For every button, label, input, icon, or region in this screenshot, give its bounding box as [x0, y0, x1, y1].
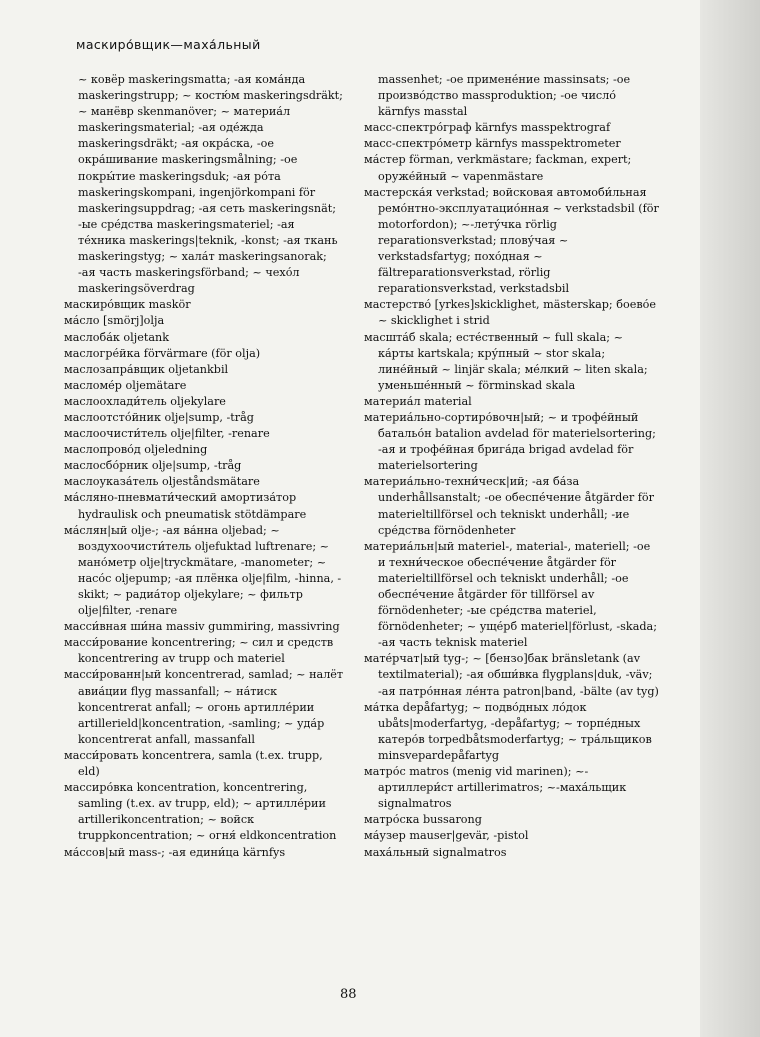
dictionary-entry: масломе́р oljemätare: [64, 378, 187, 392]
dictionary-entry: масси́ровать koncentrera, samla (t.ex. trupp, eld): [64, 748, 323, 779]
dictionary-entry: матро́с matros (menig vid marinen); ~-артиллери́ст artillerimatros; ~-маха́льщик signalmatros: [364, 765, 627, 811]
dictionary-entry: материа́льн|ый materiel-, material-, materiell; -ое и техни́ческое обеспе́чение åtgärder för materieltillförsel och tekniskt underhåll; -ое обеспе́чение åtgärder för tillförsel av förnödenheter; -ые сре́дства materiel, förnödenheter; ~ уще́рб materiel|förlust, -skada; -ая часть teknisk materiel: [364, 539, 657, 650]
page-number: 88: [340, 987, 357, 1002]
right-column: [364, 72, 660, 861]
dictionary-entry: ма́ссов|ый mass-; -ая едини́ца kärnfys: [64, 845, 286, 859]
dictionary-entry: масси́рование koncentrering; ~ сил и средств koncentrering av trupp och materiel: [64, 636, 334, 666]
dictionary-entry: материа́льно-техни́ческ|ий; -ая ба́за underhållsanstalt; -ое обеспе́чение åtgärder för materieltillförsel och tekniskt underhåll; -ие сре́дства förnödenheter: [364, 475, 654, 537]
dictionary-entry: масс-спектро́граф kärnfys masspektrograf: [364, 121, 611, 135]
dictionary-entry: матро́ска bussarong: [364, 813, 482, 827]
dictionary-entry: мастерска́я verkstad; войсковая автомоби́льная ремо́нтно-эксплуатацио́нная ~ verkstadsbil (för motorfordon); ~-лету́чка rörlig reparationsverkstad; плову́чая ~ verkstadsfartyg; похо́дная ~ fältreparationsverkstad, rörlig reparationsverkstad, verkstadsbil: [364, 185, 659, 296]
dictionary-entry: маслозапра́вщик oljetankbil: [64, 362, 229, 376]
dictionary-entry: масси́вная ши́на massiv gummiring, massivring: [64, 620, 340, 634]
running-head: маскиро́вщик—маха́льный: [76, 37, 261, 52]
dictionary-entry: масси́рованн|ый koncentrerad, samlad; ~ налёт авиа́ции flyg massanfall; ~ на́тиск koncentrerat anfall; ~ огонь артилле́рии artillerield|koncentration, -samling; ~ уда́р koncentrerat anfall, massanfall: [64, 668, 344, 746]
dictionary-entry: ~ ковёр maskeringsmatta; -ая кома́нда maskeringstrupp; ~ костю́м maskeringsdräkt; ~ манёвр skenmanöver; ~ материа́л maskeringsmaterial; -ая оде́жда maskeringsdräkt; -ая окра́ска, -ое окра́шивание maskeringsmålning; -ое покры́тие maskeringsduk; -ая ро́та maskeringskompani, ingenjörkompani för maskeringsuppdrag; -ая сеть maskeringsnät; -ые сре́дства maskeringsmateriel; -ая те́хника maskerings|teknik, -konst; -ая ткань maskeringstyg; ~ хала́т maskeringsanorak; -ая часть maskeringsförband; ~ чехо́л maskeringsöverdrag: [78, 73, 343, 296]
dictionary-entry: мастерство́ [yrkes]skicklighet, mästerskap; боево́е ~ skicklighet i strid: [364, 298, 656, 328]
dictionary-entry: ма́узер mauser|gevär, -pistol: [364, 829, 529, 843]
dictionary-entry: маслоохлади́тель oljekylare: [64, 394, 226, 408]
dictionary-entry: massenhet; -ое примене́ние massinsats; -ое произво́дство massproduktion; -ое число́ kärnfys masstal: [378, 73, 631, 119]
dictionary-entry: ма́стер förman, verkmästare; fackman, expert; оруже́йный ~ vapenmästare: [364, 153, 632, 183]
dictionary-entry: масс-спектро́метр kärnfys masspektrometer: [364, 137, 621, 151]
book-gutter: [700, 0, 760, 1037]
dictionary-entry: маслопрово́д oljeledning: [64, 443, 208, 457]
dictionary-entry: масшта́б skala; есте́ственный ~ full skala; ~ ка́рты kartskala; кру́пный ~ stor skala; лине́йный ~ linjär skala; ме́лкий ~ liten skala; уменьше́нный ~ förminskad skala: [364, 330, 648, 392]
dictionary-entry: маслоочисти́тель olje|filter, -renare: [64, 427, 270, 441]
dictionary-entry: маха́льный signalmatros: [364, 845, 507, 859]
left-column: [64, 72, 344, 861]
dictionary-entry: материа́л material: [364, 394, 472, 408]
dictionary-entry: мате́рчат|ый tyg-; ~ [бензо]бак bränsletank (av textilmaterial); -ая обши́вка flygplans|duk, -väv; -ая патро́нная ле́нта patron|band, -bälte (av tyg): [364, 652, 659, 698]
dictionary-entry: ма́сляно-пневмати́ческий амортиза́тор hydraulisk och pneumatisk stötdämpare: [64, 491, 307, 521]
dictionary-entry: маскиро́вщик maskör: [64, 298, 191, 312]
dictionary-entry: маслоба́к oljetank: [64, 330, 169, 344]
dictionary-entry: маслоуказа́тель oljeståndsmätare: [64, 475, 260, 489]
dictionary-entry: материа́льно-сортиро́вочн|ый; ~ и трофе́йный батальо́н batalion avdelad för materielsortering; -ая и трофе́йная брига́да brigad avdelad för materielsortering: [364, 410, 656, 473]
dictionary-entry: маслоотстóйник olje|sump, -tråg: [64, 410, 254, 424]
dictionary-entry: маслосбо́рник olje|sump, -tråg: [64, 459, 242, 473]
dictionary-entry: ма́тка depåfartyg; ~ подво́дных ло́док ubåts|moderfartyg, -depåfartyg; ~ торпе́дных катеро́в torpedbåtsmoderfartyg; ~ тра́льщиков minsvepardepåfartyg: [364, 700, 652, 762]
dictionary-entry: ма́сло [smörj]olja: [64, 314, 165, 328]
dictionary-entry: массиро́вка koncentration, koncentrering, samling (t.ex. av trupp, eld); ~ артилле́рии artillerikoncentration; ~ войск truppkoncentration; ~ огня́ eldkoncentration: [64, 781, 337, 843]
dictionary-entry: ма́слян|ый olje-; -ая ва́нна oljebad; ~ воздухоочисти́тель oljefuktad luftrenare; ~ мано́метр olje|tryckmätare, -manometer; ~ насо́с oljepump; -ая плёнка olje|film, -hinna, -skikt; ~ радиа́тор oljekylare; ~ фильтр olje|filter, -renare: [64, 523, 342, 618]
dictionary-entry: маслогре́йка förvärmare (för olja): [64, 346, 261, 360]
